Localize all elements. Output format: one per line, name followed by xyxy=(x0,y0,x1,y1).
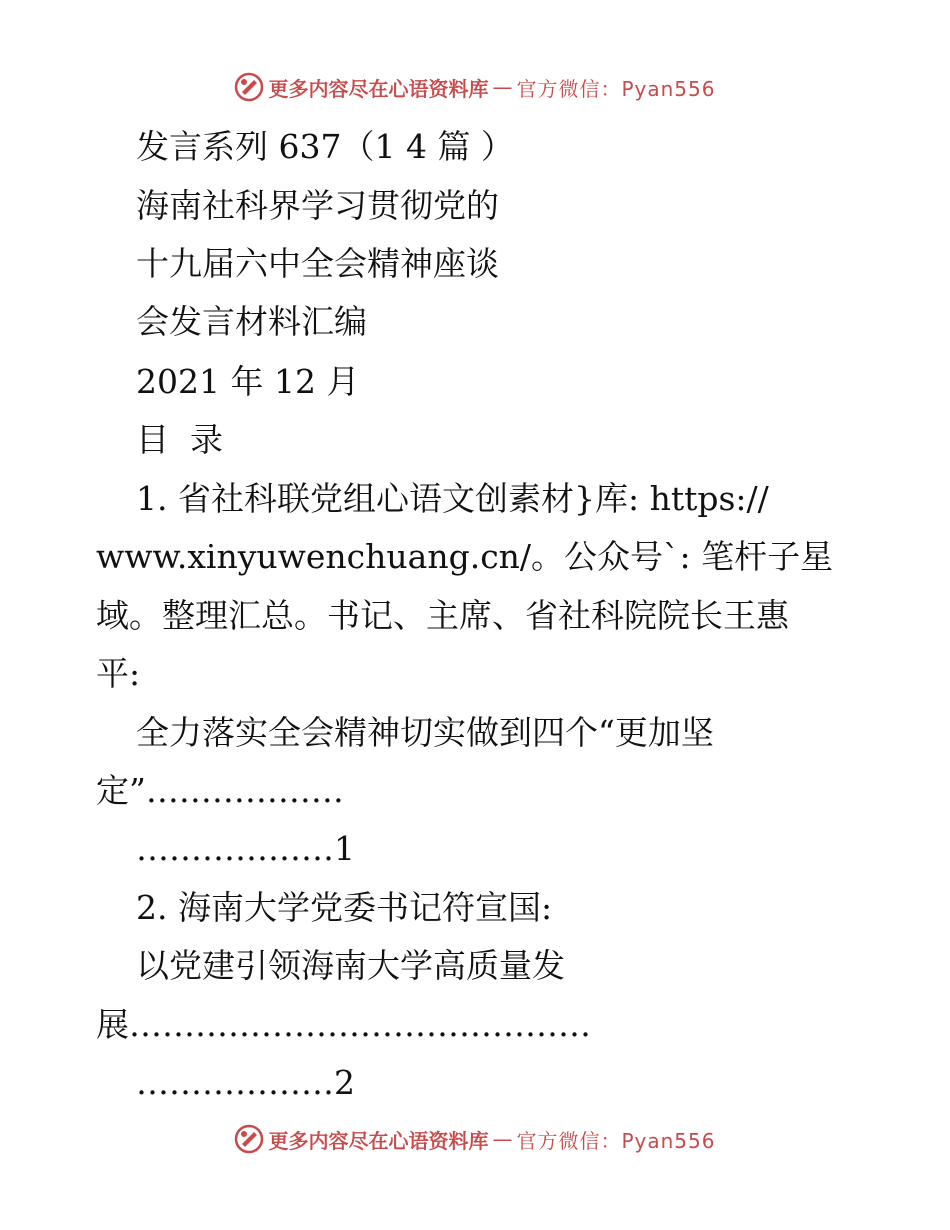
doc-title-line-2: 十九届六中全会精神座谈 xyxy=(136,244,499,283)
watermark-separator: — xyxy=(492,1127,513,1151)
header-watermark xyxy=(0,72,950,102)
toc-item-1-title-cont: 定”……………… xyxy=(96,771,344,810)
toc-item-2-title-cont: 展…………………………………… xyxy=(96,1005,591,1044)
watermark-wechat-text: 官方微信：Pyan556 xyxy=(516,76,716,101)
watermark-main-text: 更多内容尽在心语资料库 xyxy=(268,76,489,101)
series-title: 发言系列 637（1 4 篇 ） xyxy=(136,127,514,166)
footer-watermark xyxy=(0,1124,950,1154)
toc-item-1-line-1: 1. 省社科联党组心语文创素材}库: https:// xyxy=(136,479,769,518)
toc-item-2-title: 以党建引领海南大学高质量发 xyxy=(136,946,565,985)
toc-item-1-page: ………………1 xyxy=(136,829,355,868)
watermark-main-text: 更多内容尽在心语资料库 xyxy=(268,1128,489,1153)
doc-title-line-3: 会发言材料汇编 xyxy=(136,302,367,341)
watermark-wechat-text: 官方微信：Pyan556 xyxy=(516,1128,716,1153)
watermark-separator: — xyxy=(492,75,513,99)
watermark-logo-icon xyxy=(234,72,264,102)
toc-item-2-author: 2. 海南大学党委书记符宣国: xyxy=(136,888,553,927)
toc-heading: 目 录 xyxy=(136,420,223,459)
toc-item-1-line-4: 平: xyxy=(96,654,141,693)
toc-item-2-page: ………………2 xyxy=(136,1063,355,1102)
toc-item-1-line-3: 域。整理汇总。书记、主席、省社科院院长王惠 xyxy=(96,596,789,635)
watermark-logo-icon xyxy=(234,1124,264,1154)
doc-date: 2021 年 12 月 xyxy=(136,362,360,401)
doc-title-line-1: 海南社科界学习贯彻党的 xyxy=(136,186,499,225)
toc-item-1-title: 全力落实全会精神切实做到四个“更加坚 xyxy=(136,713,714,752)
toc-item-1-line-2: www.xinyuwenchuang.cn/。公众号`: 笔杆子星 xyxy=(96,537,834,576)
